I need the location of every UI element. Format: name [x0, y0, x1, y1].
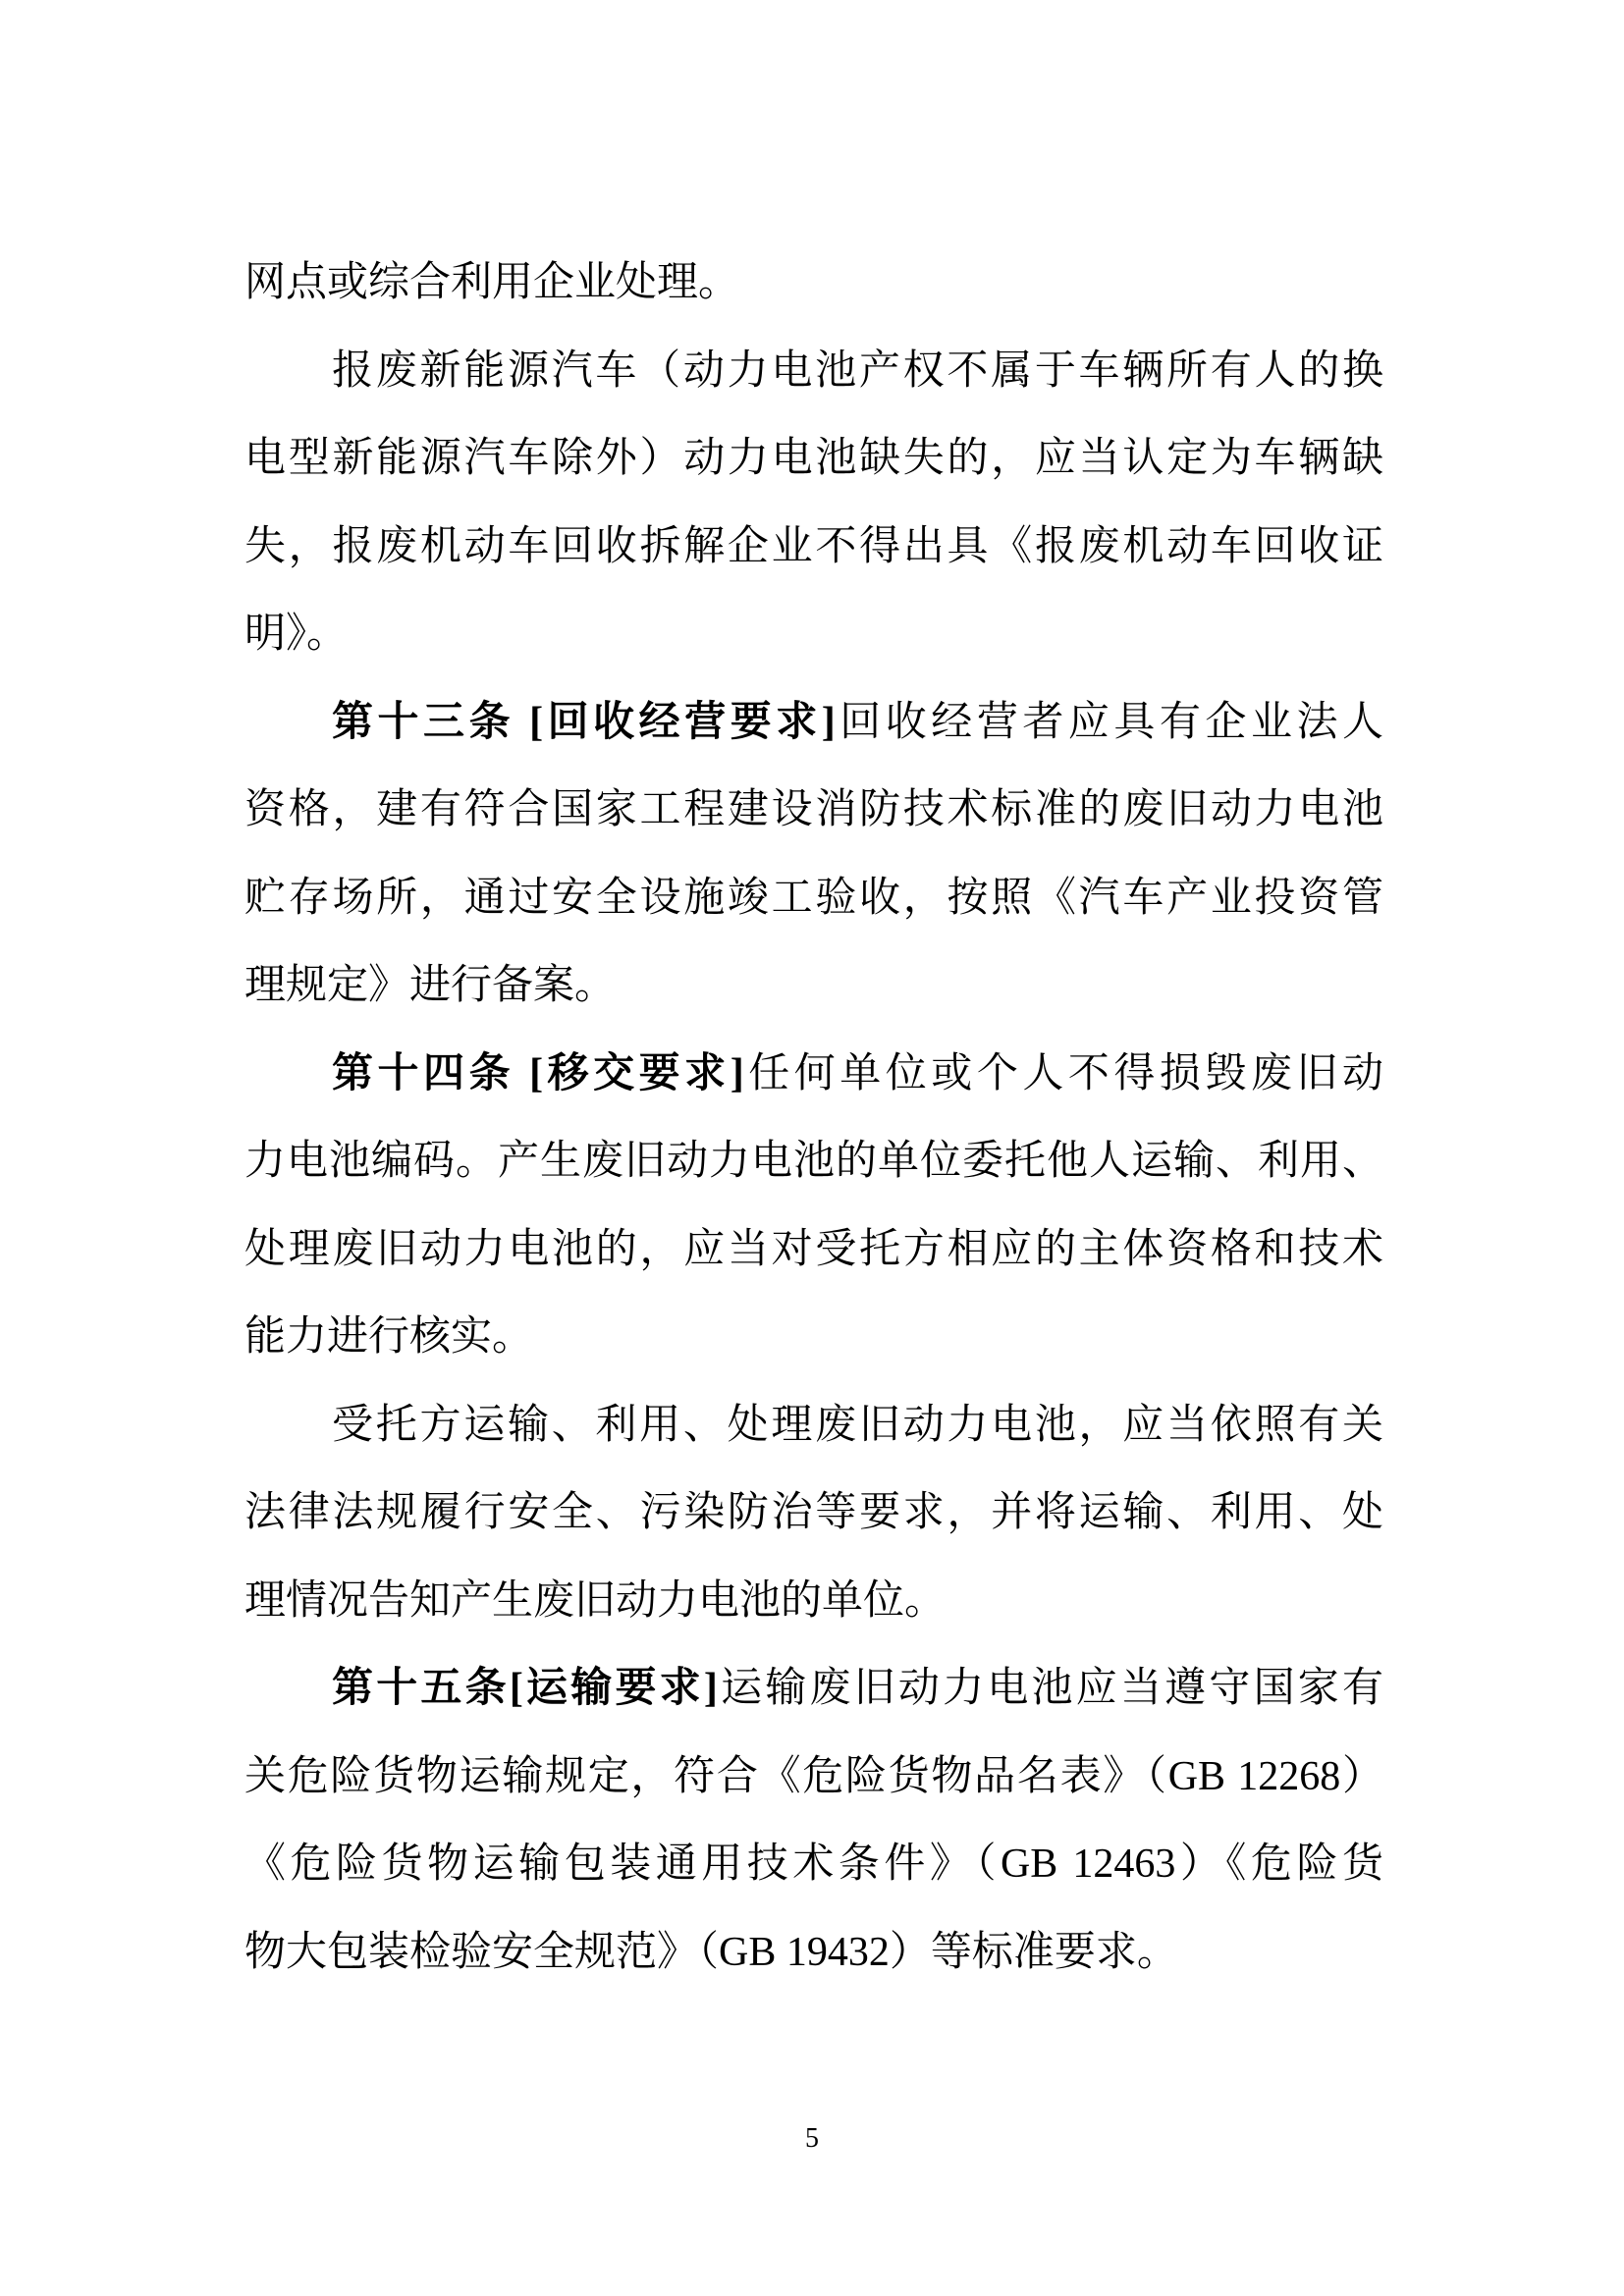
text-segment: 处理废旧动力电池的，应当对受托方相应的主体资格和技术 — [244, 1226, 1383, 1272]
text-segment: 失，报废机动车回收拆解企业不得出具《报废机动车回收证 — [244, 523, 1383, 569]
section-heading: 第十三条 [回收经营要求] — [332, 699, 836, 745]
text-line — [244, 240, 1383, 328]
page-number: 5 — [805, 2123, 819, 2154]
text-line — [244, 415, 1383, 504]
text-segment: 回收经营者应具有企业法人 — [835, 699, 1383, 745]
document-body — [244, 240, 1383, 1997]
text-segment: 物大包装检验安全规范》（GB 19432）等标准要求。 — [244, 1929, 1178, 1975]
text-segment: 能力进行核实。 — [244, 1314, 534, 1360]
text-line — [244, 1031, 1383, 1119]
text-line — [244, 1469, 1383, 1558]
section-heading: 第十五条[运输要求] — [332, 1666, 718, 1711]
text-segment: 网点或综合利用企业处理。 — [244, 260, 740, 305]
text-line — [244, 1734, 1383, 1822]
text-segment: 电型新能源汽车除外）动力电池缺失的，应当认定为车辆缺 — [244, 436, 1383, 481]
text-line — [244, 1382, 1383, 1470]
text-segment: 理规定》进行备案。 — [244, 963, 617, 1008]
text-segment: 《危险货物运输包装通用技术条件》（GB 12463）《危险货 — [244, 1842, 1383, 1887]
text-segment: 贮存场所，通过安全设施竣工验收，按照《汽车产业投资管 — [244, 875, 1383, 921]
text-segment: 关危险货物运输规定，符合《危险货物品名表》（GB 12268） — [244, 1753, 1383, 1799]
text-line — [244, 1821, 1383, 1909]
text-segment: 法律法规履行安全、污染防治等要求，并将运输、利用、处 — [244, 1490, 1383, 1535]
text-line — [244, 591, 1383, 679]
text-line — [244, 1118, 1383, 1206]
text-line — [244, 942, 1383, 1031]
text-line — [244, 1206, 1383, 1295]
text-segment: 力电池编码。产生废旧动力电池的单位委托他人运输、利用、 — [244, 1139, 1383, 1184]
text-segment: 理情况告知产生废旧动力电池的单位。 — [244, 1577, 947, 1624]
text-line — [244, 1558, 1383, 1646]
text-segment: 受托方运输、利用、处理废旧动力电池，应当依照有关 — [332, 1402, 1383, 1448]
text-segment: 任何单位或个人不得损毁废旧动 — [743, 1050, 1383, 1096]
text-segment: 资格，建有符合国家工程建设消防技术标准的废旧动力电池 — [244, 787, 1383, 832]
text-line — [244, 1294, 1383, 1382]
text-line — [244, 1645, 1383, 1734]
text-segment: 运输废旧动力电池应当遵守国家有 — [717, 1666, 1383, 1711]
text-line — [244, 328, 1383, 416]
text-line — [244, 1909, 1383, 1998]
section-heading: 第十四条 [移交要求] — [332, 1050, 744, 1096]
text-segment: 明》。 — [244, 612, 349, 657]
text-line — [244, 767, 1383, 855]
text-line — [244, 855, 1383, 943]
text-line — [244, 679, 1383, 768]
text-line — [244, 504, 1383, 592]
text-segment: 报废新能源汽车（动力电池产权不属于车辆所有人的换 — [332, 347, 1383, 394]
